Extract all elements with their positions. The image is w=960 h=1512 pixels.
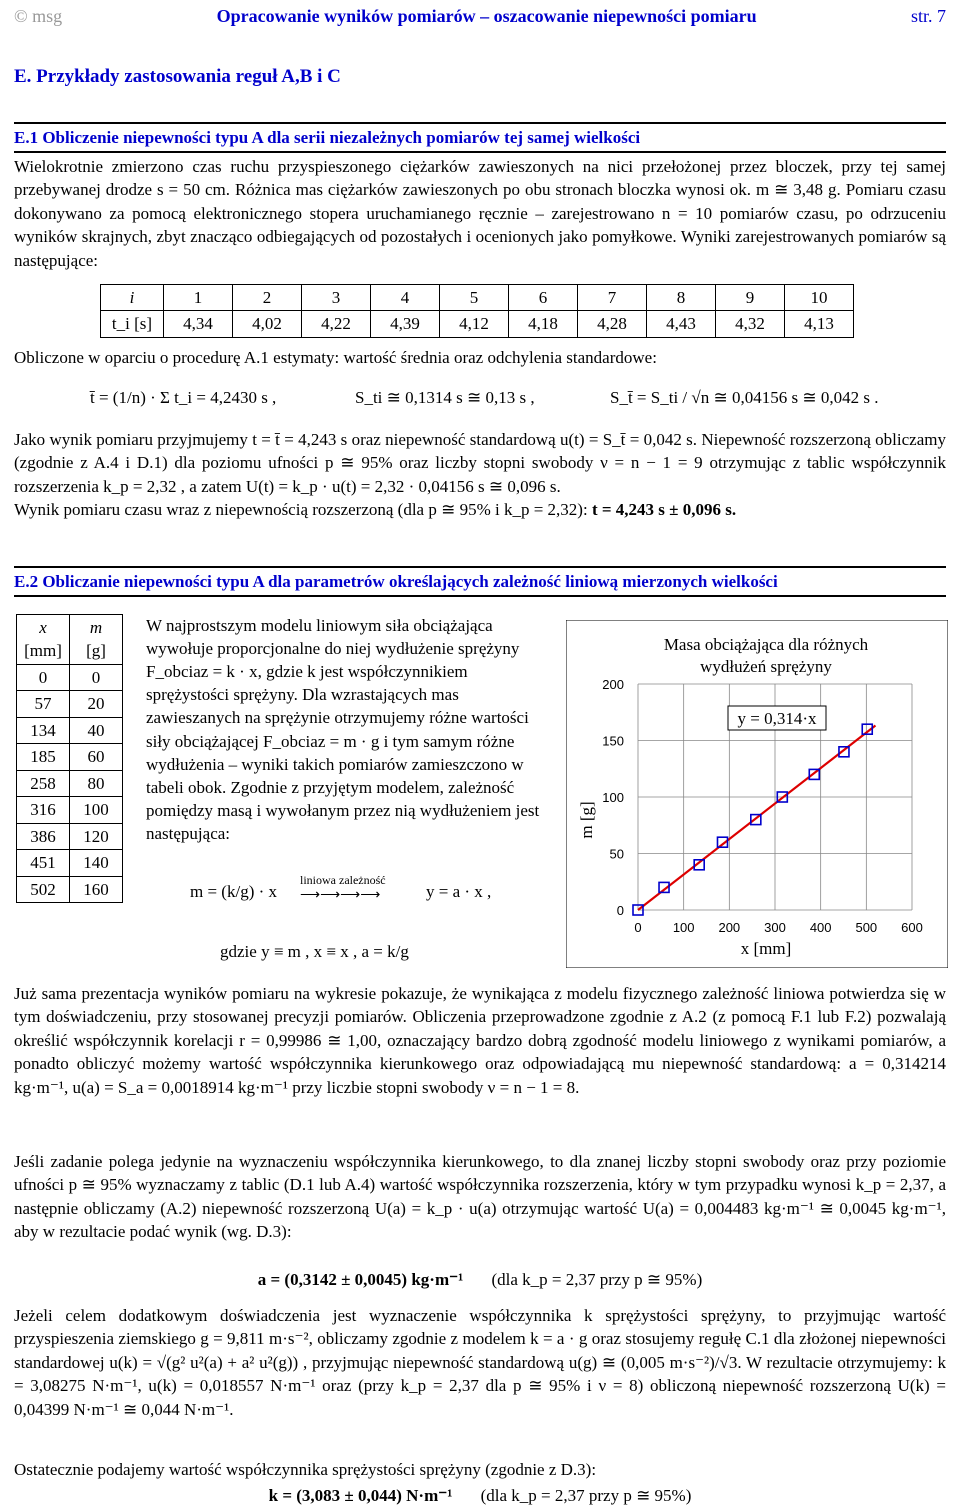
e1-heading-box [14,122,946,153]
table-cell: 4,12 [440,311,509,337]
table-row [101,285,854,311]
header-title: Opracowanie wyników pomiarów – oszacowanie niepewności pomiaru [216,5,757,26]
e1-p4: Wynik pomiaru czasu wraz z niepewnością rozszerzoną (dla p ≅ 95% i k_p = 2,32): t = 4,243 s ± 0,096 s. [14,500,737,520]
page-header [14,2,946,30]
arrow-icon: ⟶⟶⟶⟶ [300,888,381,903]
table-cell: 4,18 [509,311,578,337]
table-head-t: t_i [s] [101,311,164,337]
table-cell: 4,13 [785,311,854,337]
x-axis-label: x [mm] [740,939,792,958]
y-axis-label: m [g] [577,801,596,839]
e1-p2: Obliczone w oparciu o procedurę A.1 estymaty: wartość średnia oraz odchylenia standardowe: [14,348,657,367]
e1-p1: Wielokrotnie zmierzono czas ruchu przyspieszonego ciężarków zawieszonych na nici przełożonej przez bloczek, przy tej samej przebywanej drodze s = 50 cm. Różnica mas ciężarków zawieszonych po obu stronach bloczka wynosi ok. m ≅ 3,48 g. Pomiaru czasu dokonywano za pomocą elektronicznego stopera uruchamianego ręcznie – zarejestrowano n = 10 pomiarów czasu, po odrzuceniu wyników skrajnych, zbyt znacząco odbiegających od pozostałych i ocenionych jako pomyłkowe. Wyniki zarejestrowanych pomiarów są następujące: [14,157,946,270]
table-row [101,311,854,337]
col-header-x: x [mm] [17,615,70,665]
x-tick-label: 500 [855,920,878,935]
e2-model-text: W najprostszym modelu liniowym siła obciążająca wywołuje proporcjonalne do niej wydłużenie sprężyny F_obciaz = k · x, gdzie k jest współczynnikiem sprężystości sprężyny. Dla wzrastających mas zawieszanych na sprężynie otrzymujemy różne wartości siły obciążającej F_obciaz = m · g i tym samym różne wydłużenia – wyniki takich pomiarów zamieszczono w tabeli obok. Zgodnie z przyjętym modelem, zależność pomiędzy masą i wywołanym przez nią wydłużeniem jest następująca: [146,616,540,843]
y-tick-label: 200 [602,677,624,692]
chart-title-line2: wydłużeń sprężyny [700,657,832,676]
e2-paragraph-1 [14,982,946,1099]
e1-paragraph-2 [14,346,946,369]
chart-title: Masa obciążająca dla różnych [663,635,869,654]
e2-heading: E.2 Obliczanie niepewności typu A dla parametrów określających zależność liniową mierzonych wielkości [14,566,946,597]
x-tick-label: 100 [672,920,695,935]
e2-paragraph-2 [14,1150,946,1244]
x-tick-label: 0 [634,920,642,935]
e1-heading: E.1 Obliczenie niepewności typu A dla serii niezależnych pomiarów tej samej wielkości [14,122,946,153]
table-cell: 6 [509,285,578,311]
spring-chart [566,620,948,968]
table-cell: 4,43 [647,311,716,337]
table-cell: 5 [440,285,509,311]
y-tick-label: 100 [602,790,624,805]
eq-left: m = (k/g) · x [190,882,278,901]
eq-where: gdzie y ≡ m , x ≡ x , a = k/g [220,942,409,961]
y-tick-label: 0 [616,903,624,918]
result-a-line [14,1268,946,1291]
table-row: 451 140 [17,850,123,876]
x-tick-label: 200 [718,920,741,935]
table-row: 0 0 [17,664,123,690]
eq-right: y = a · x , [426,882,492,901]
x-tick-label: 400 [809,920,832,935]
e2-paragraph-3 [14,1304,946,1421]
eq-arrow-label: liniowa zależność [300,873,386,887]
table-cell: 4,32 [716,311,785,337]
table-cell: 4,02 [233,311,302,337]
table-cell: 4,22 [302,311,371,337]
col-header-m: m [g] [70,615,123,665]
std-mean-formula: S_t̄ = S_ti / √n ≅ 0,04156 s ≅ 0,042 s . [610,388,879,407]
table-cell: 4,28 [578,311,647,337]
std-dev-formula: S_ti ≅ 0,1314 s ≅ 0,13 s , [355,388,535,407]
table-cell: 10 [785,285,854,311]
x-tick-label: 600 [901,920,923,935]
model-equations [190,868,570,978]
table-row: 386 120 [17,823,123,849]
result-k: k = (3,083 ± 0,044) N·m⁻¹ [268,1486,453,1505]
result-a: a = (0,3142 ± 0,0045) kg·m⁻¹ [257,1270,464,1289]
trendline-label: y = 0,314·x [737,709,817,728]
table-row: 57 20 [17,691,123,717]
table-row: 258 80 [17,770,123,796]
table-cell: 4,34 [164,311,233,337]
e2-paragraph-4 [14,1458,946,1481]
e2-heading-box [14,566,946,597]
table-row: 185 60 [17,744,123,770]
e1-p3: Jako wynik pomiaru przyjmujemy t = t̄ = 4,243 s oraz niepewność standardową u(t) = S_t̄ = 0,042 s. Niepewność rozszerzoną obliczamy (zgodnie z A.4 i D.1) dla poziomu ufności p ≅ 95% oraz liczby stopni swobody ν = n − 1 = 9 otrzymując z tablic współczynnik rozszerzenia k_p = 2,32 , a zatem U(t) = k_p · u(t) = 2,32 · 0,04156 s ≅ 0,096 s. [14,430,946,496]
e2-p3: Jeżeli celem dodatkowym doświadczenia jest wyznaczenie współczynnika k sprężystości sprężyny, to przyjmując wartość przyspieszenia ziemskiego g = 9,811 m·s⁻², obliczamy zgodnie z modelem k = a · g oraz stosujemy regułę C.1 dla złożonej niepewności standardowej u(k) = √(g² u²(a) + a² u²(g)) , przyjmując niepewność standardową u(g) ≅ (0,005 m·s⁻²)/√3. W rezultacie otrzymujemy: k = 3,08275 N·m⁻¹, u(k) = 0,018557 N·m⁻¹ oraz (przy k_p = 2,37 dla p ≅ 95% i ν = 8) obliczoną niepewność rozszerzoną U(k) = 0,04399 N·m⁻¹ ≅ 0,044 N·m⁻¹. [14,1306,946,1419]
e1-paragraph-1 [14,155,946,272]
y-tick-label: 150 [602,733,624,749]
table-row [17,615,123,665]
table-cell: 1 [164,285,233,311]
e2-p2: Jeśli zadanie polega jedynie na wyznaczeniu współczynnika kierunkowego, to dla znanej liczby stopni swobody oraz przy poziomie ufności p ≅ 95% wyznaczamy z tablic (D.1 lub A.4) wartość współczynnika rozszerzenia, który w tym przypadku wynosi k_p = 2,37, a następnie obliczamy (A.2) niepewność rozszerzoną U(a) = k_p · u(a) otrzymując wartość U(a) = 0,004483 kg·m⁻¹ ≅ 0,0045 kg·m⁻¹, aby w rezultacie podać wynik (wg. D.3): [14,1152,946,1242]
spring-data-table [16,614,123,903]
table-cell: 4,39 [371,311,440,337]
section-e-heading: E. Przykłady zastosowania reguł A,B i C [14,66,341,87]
result-a-note: (dla k_p = 2,37 przy p ≅ 95%) [491,1270,703,1289]
mean-formula: t̄ = (1/n) · Σ t_i = 4,2430 s , [90,388,277,407]
table-cell: 3 [302,285,371,311]
e2-p4: Ostatecznie podajemy wartość współczynnika sprężystości sprężyny (zgodnie z D.3): [14,1460,597,1479]
e1-paragraph-3 [14,428,946,522]
table-head-i: i [101,285,164,311]
y-tick-label: 50 [609,846,624,862]
page-number: str. 7 [910,5,946,26]
table-cell: 2 [233,285,302,311]
table-cell: 7 [578,285,647,311]
table-row: 134 40 [17,717,123,743]
table-cell: 4 [371,285,440,311]
table-row: 502 160 [17,876,123,902]
x-tick-label: 300 [764,920,786,935]
brand-label: © msg [14,5,63,26]
result-k-note: (dla k_p = 2,37 przy p ≅ 95%) [480,1486,692,1505]
table-cell: 9 [716,285,785,311]
e2-p1: Już sama prezentacja wyników pomiaru na wykresie pokazuje, że wynikająca z modelu fizycznego zależność liniowa potwierdza się w tym doświadczeniu, przy stosowanej precyzji pomiarów. Obliczenia przeprowadzone zgodnie z A.2 (z pomocą F.1 lub F.2) pozwalają określić współczynnik korelacji r = 0,99986 ≅ 1,00, oznaczający bardzo dobrą zgodność modelu liniowego z wynikami pomiarów, a ponadto obliczyć możemy wartość współczynnika kierunkowego oraz odpowiadającą mu niepewność standardową: a = 0,314214 kg·m⁻¹, u(a) = S_a = 0,0018914 kg·m⁻¹ przy liczbie stopni swobody ν = n − 1 = 8. [14,984,946,1097]
estimate-formulas [80,372,940,424]
table-cell: 8 [647,285,716,311]
table-row: 316 100 [17,797,123,823]
measurement-table [100,284,854,338]
result-k-line [14,1484,946,1507]
